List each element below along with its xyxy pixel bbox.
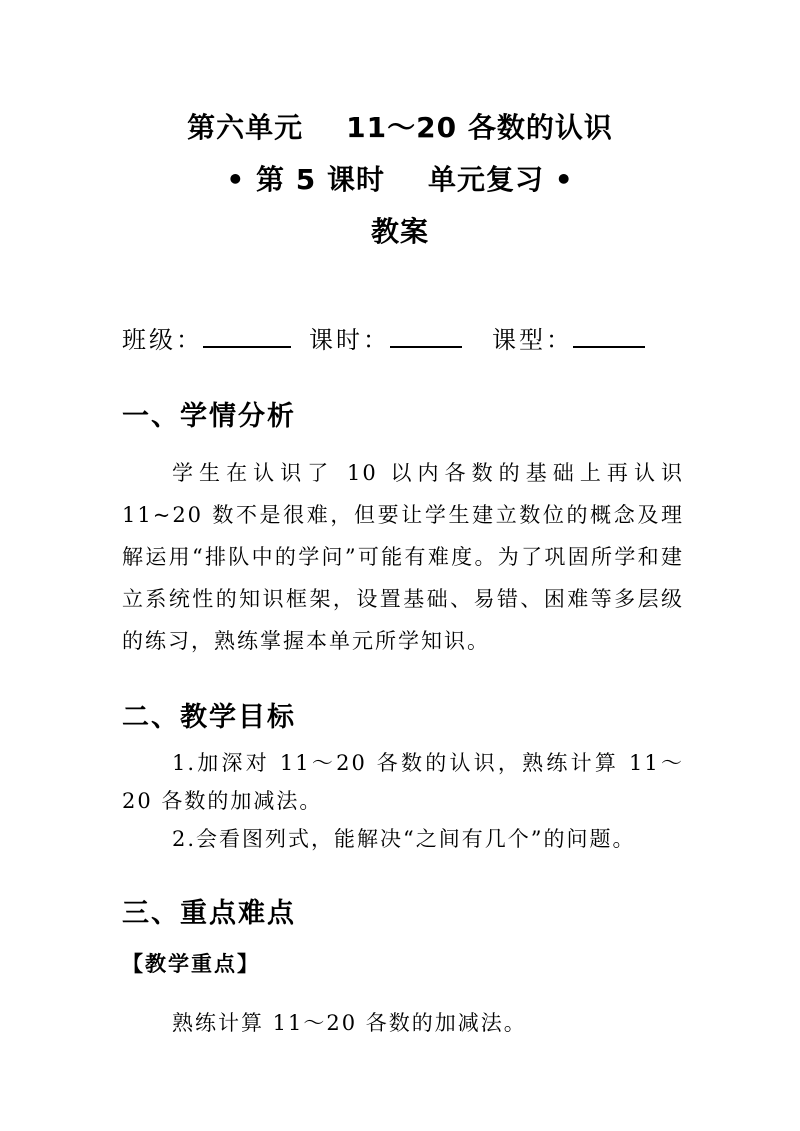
goal-item-1: 1.加深对 11～20 各数的认识，熟练计算 11～20 各数的加减法。 bbox=[122, 751, 684, 813]
section-heading-goals: 二、教学目标 bbox=[122, 702, 296, 733]
period-label: 课时： bbox=[309, 326, 390, 354]
period-blank[interactable] bbox=[390, 320, 462, 348]
type-label: 课型： bbox=[492, 326, 573, 354]
section-heading-keypoints: 三、重点难点 bbox=[122, 898, 296, 929]
class-blank[interactable] bbox=[203, 320, 291, 348]
goal-item-2: 2.会看图列式，能解决“之间有几个”的问题。 bbox=[172, 827, 636, 851]
subheading-teaching-focus: 【教学重点】 bbox=[122, 952, 260, 976]
type-blank[interactable] bbox=[573, 320, 645, 348]
lesson-title: • 第 5 课时 单元复习 • bbox=[226, 163, 574, 196]
unit-title: 第六单元 11～20 各数的认识 bbox=[187, 111, 613, 144]
analysis-paragraph: 学生在认识了 10 以内各数的基础上再认识 11~20 数不是很难，但要让学生建立数位的概念及理解运用“排队中的学问”可能有难度。为了巩固所学和建立系统性的知识框架，设置基础、易错、困难等多层级的练习，熟练掌握本单元所学知识。 bbox=[122, 461, 684, 653]
focus-paragraph: 熟练计算 11～20 各数的加减法。 bbox=[172, 1011, 527, 1035]
class-label: 班级： bbox=[122, 326, 203, 354]
doc-type-title: 教案 bbox=[370, 215, 429, 248]
meta-line bbox=[122, 320, 645, 358]
section-heading-analysis: 一、学情分析 bbox=[122, 401, 296, 432]
